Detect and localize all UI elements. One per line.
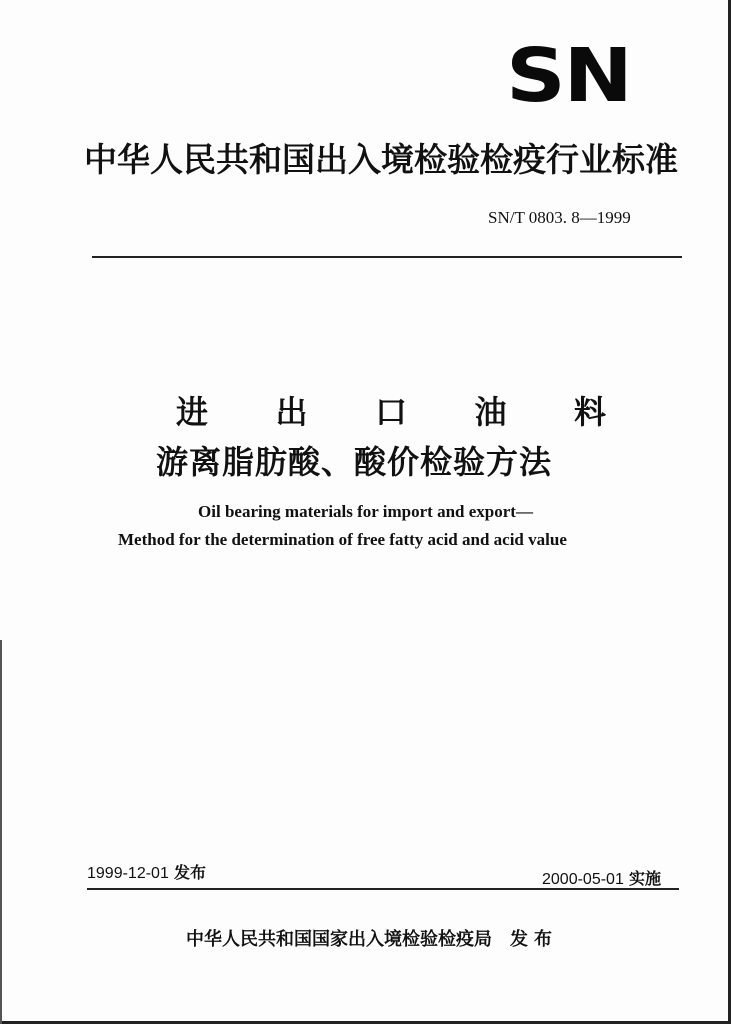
page-edge-left [0, 640, 2, 1024]
title-char: 进 [176, 393, 209, 431]
industry-standard-title: 中华人民共和国出入境检验检疫行业标准 [84, 140, 678, 179]
document-title-line1 [176, 387, 606, 433]
sn-logo: SN [506, 33, 631, 119]
publisher-line [186, 925, 558, 951]
issue-date [87, 860, 206, 883]
effective-date [542, 866, 661, 889]
title-char: 料 [573, 393, 606, 431]
header-divider [92, 256, 682, 258]
issue-date-value: 1999-12-01 [87, 865, 169, 882]
document-title-line2: 游离脂肪酸、酸价检验方法 [156, 443, 553, 481]
effective-date-value: 2000-05-01 [542, 871, 624, 888]
title-char: 口 [374, 393, 407, 431]
title-char: 出 [275, 393, 308, 431]
effective-date-label: 实施 [628, 869, 661, 888]
title-char: 油 [474, 393, 507, 431]
english-title-line2: Method for the determination of free fatty acid and acid value [118, 530, 567, 549]
publisher-action: 发布 [510, 929, 558, 950]
english-title-line1: Oil bearing materials for import and export— [198, 502, 533, 521]
standard-number: SN/T 0803. 8—1999 [488, 208, 631, 227]
publisher-name: 中华人民共和国国家出入境检验检疫局 [186, 929, 492, 950]
issue-date-label: 发布 [173, 863, 206, 882]
footer-divider [87, 888, 679, 890]
